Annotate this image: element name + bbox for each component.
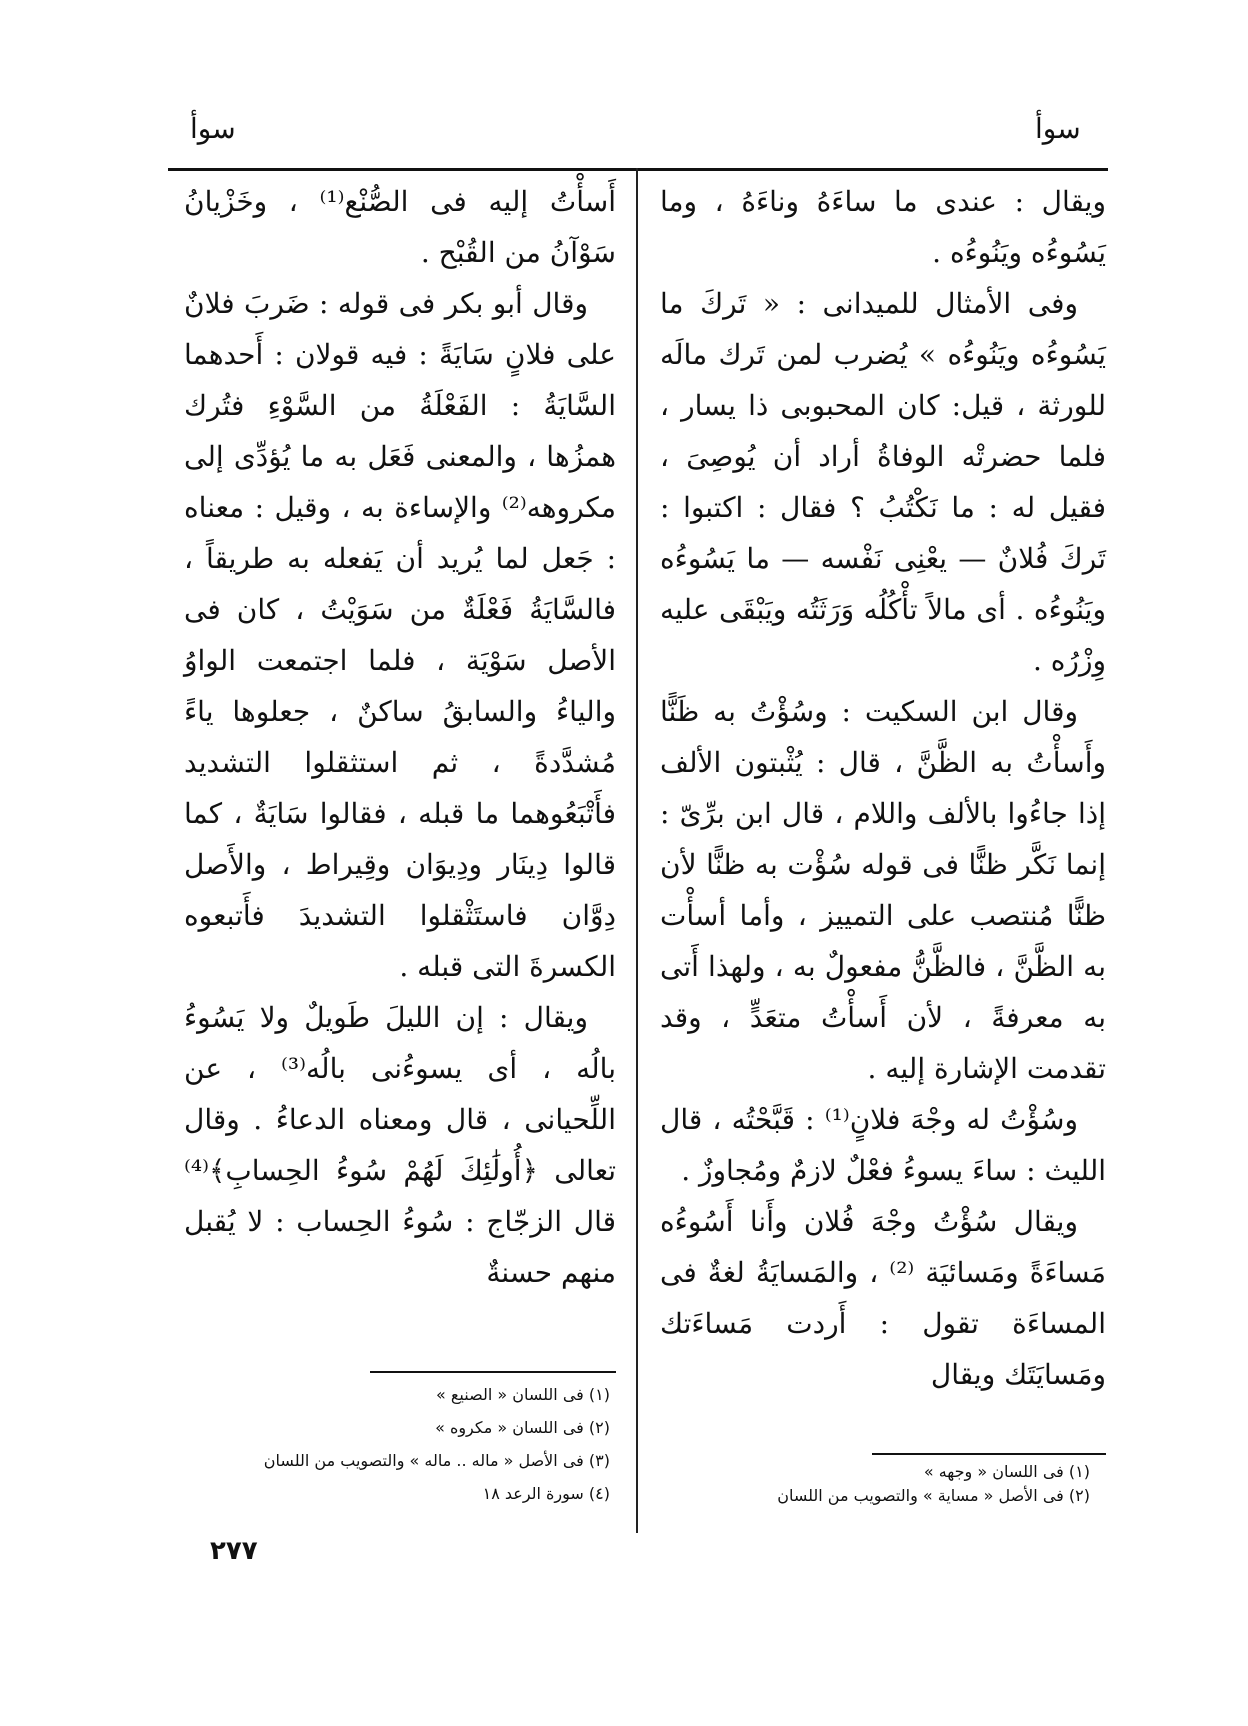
footnote: (١) فى اللسان « وجهه » <box>923 1462 1090 1481</box>
column-divider <box>636 168 638 1533</box>
running-header-right: سوأ <box>1035 112 1081 145</box>
footnote: (١) فى اللسان « الصنيع » <box>436 1385 610 1404</box>
right-paragraph: وسُؤْتُ له وجْهَ فلانٍ⁽¹⁾ : قَبَّحْتُه ، قال الليث : ساءَ يسوءُ فعْلٌ لازمٌ ومُجاوزٌ . <box>660 1103 1106 1187</box>
footnote-rule-right <box>872 1453 1106 1455</box>
footnote: (٣) فى الأصل « ماله .. ماله » والتصويب من اللسان <box>263 1451 610 1470</box>
right-paragraph: ويقال : عندى ما ساءَهُ وناءَهُ ، وما يَسُوءُه ويَنُوءُه . <box>660 185 1106 269</box>
running-header-left: سوأ <box>190 112 236 145</box>
footnotes-left <box>170 1378 610 1510</box>
header-rule <box>168 168 1108 171</box>
left-paragraph: أَسأْتُ إليه فى الصُّنْع⁽¹⁾ ، وخَزْيانُ سَوْآنُ من القُبْح . <box>184 185 616 269</box>
left-column <box>184 176 616 1298</box>
footnote: (٤) سورة الرعد ١٨ <box>482 1484 610 1503</box>
footnote: (٢) فى الأصل « مساية » والتصويب من اللسان <box>777 1486 1090 1505</box>
footnotes-right <box>700 1460 1090 1508</box>
left-paragraph: ويقال : إن الليلَ طَويلٌ ولا يَسُوءُ بالُه ، أى يسوءُنى بالُه⁽³⁾ ، عن اللِّحيانى ، قال ومعناه الدعاءُ . وقال تعالى ﴿أُولَٰئِكَ لَهُمْ سُوءُ الحِسابِ﴾⁽⁴⁾ قال الزجّاج : سُوءُ الحِساب : لا يُقبل منهم حسنةٌ <box>184 1001 616 1289</box>
left-paragraph: وقال أبو بكر فى قوله : ضَربَ فلانٌ على فلانٍ سَايَةً : فيه قولان : أَحدهما السَّايَةُ : الفَعْلَةُ من السَّوْءِ فتُرك همزُها ، والمعنى فَعَل به ما يُؤدِّى إلى مكروهه⁽²⁾ والإساءة به ، وقيل : معناه : جَعل لما يُريد أن يَفعله به طريقاً ، فالسَّايَةُ فَعْلَةٌ من سَوَيْتُ ، كان فى الأصل سَوْيَة ، فلما اجتمعت الواوُ والياءُ والسابقُ ساكنٌ ، جعلوها ياءً مُشدَّدةً ، ثم استثقلوا التشديد فأَتْبَعُوهما ما قبله ، فقالوا سَايَةٌ ، كما قالوا دِينَار ودِيوَان وقِيراط ، والأَصل دِوَّان فاستَثْقلوا التشديدَ فأَتبعوه الكسرةَ التى قبله . <box>184 287 616 983</box>
footnote-rule-left <box>370 1371 616 1373</box>
page-number: ٢٧٧ <box>210 1536 258 1566</box>
right-column <box>660 176 1106 1400</box>
right-paragraph: وقال ابن السكيت : وسُؤْتُ به ظَنًّا وأَسأْتُ به الظَّنَّ ، قال : يُثْبتون الألف إذا جاءُوا بالألف واللام ، قال ابن برِّىّ : إنما نَكَّر ظنًّا فى قوله سُؤْت به ظنًّا لأن ظنًّا مُنتصب على التمييز ، وأما أسأْت به الظَّنَّ ، فالظَّنُّ مفعولٌ به ، ولهذا أَتى به معرفةً ، لأن أَسأْتُ متعَدٍّ ، وقد تقدمت الإشارة إليه . <box>660 695 1107 1085</box>
right-paragraph: وفى الأمثال للميدانى : « تَركَ ما يَسُوءُه ويَنُوءُه » يُضرب لمن تَرك مالَه للورثة ، قيل: كان المحبوبى ذا يسار ، فلما حضرتْه الوفاةُ أراد أن يُوصِىَ ، فقيل له : ما نَكْتُبُ ؟ فقال : اكتبوا : تَركَ فُلانٌ — يعْنِى نَفْسه — ما يَسُوءُه ويَنُوءُه . أى مالاً تأْكُلُه وَرَثَتُه ويَبْقَى عليه وِزْرُه . <box>660 287 1106 677</box>
footnote: (٢) فى اللسان « مكروه » <box>435 1418 610 1437</box>
right-paragraph: ويقال سُؤْتُ وجْهَ فُلان وأَنا أَسُوءُه مَساءَةً ومَسائيَة ⁽²⁾ ، والمَسايَةُ لغةٌ فى المساءَة تقول : أَردت مَساءَتك ومَسايَتَك ويقال <box>660 1205 1107 1391</box>
